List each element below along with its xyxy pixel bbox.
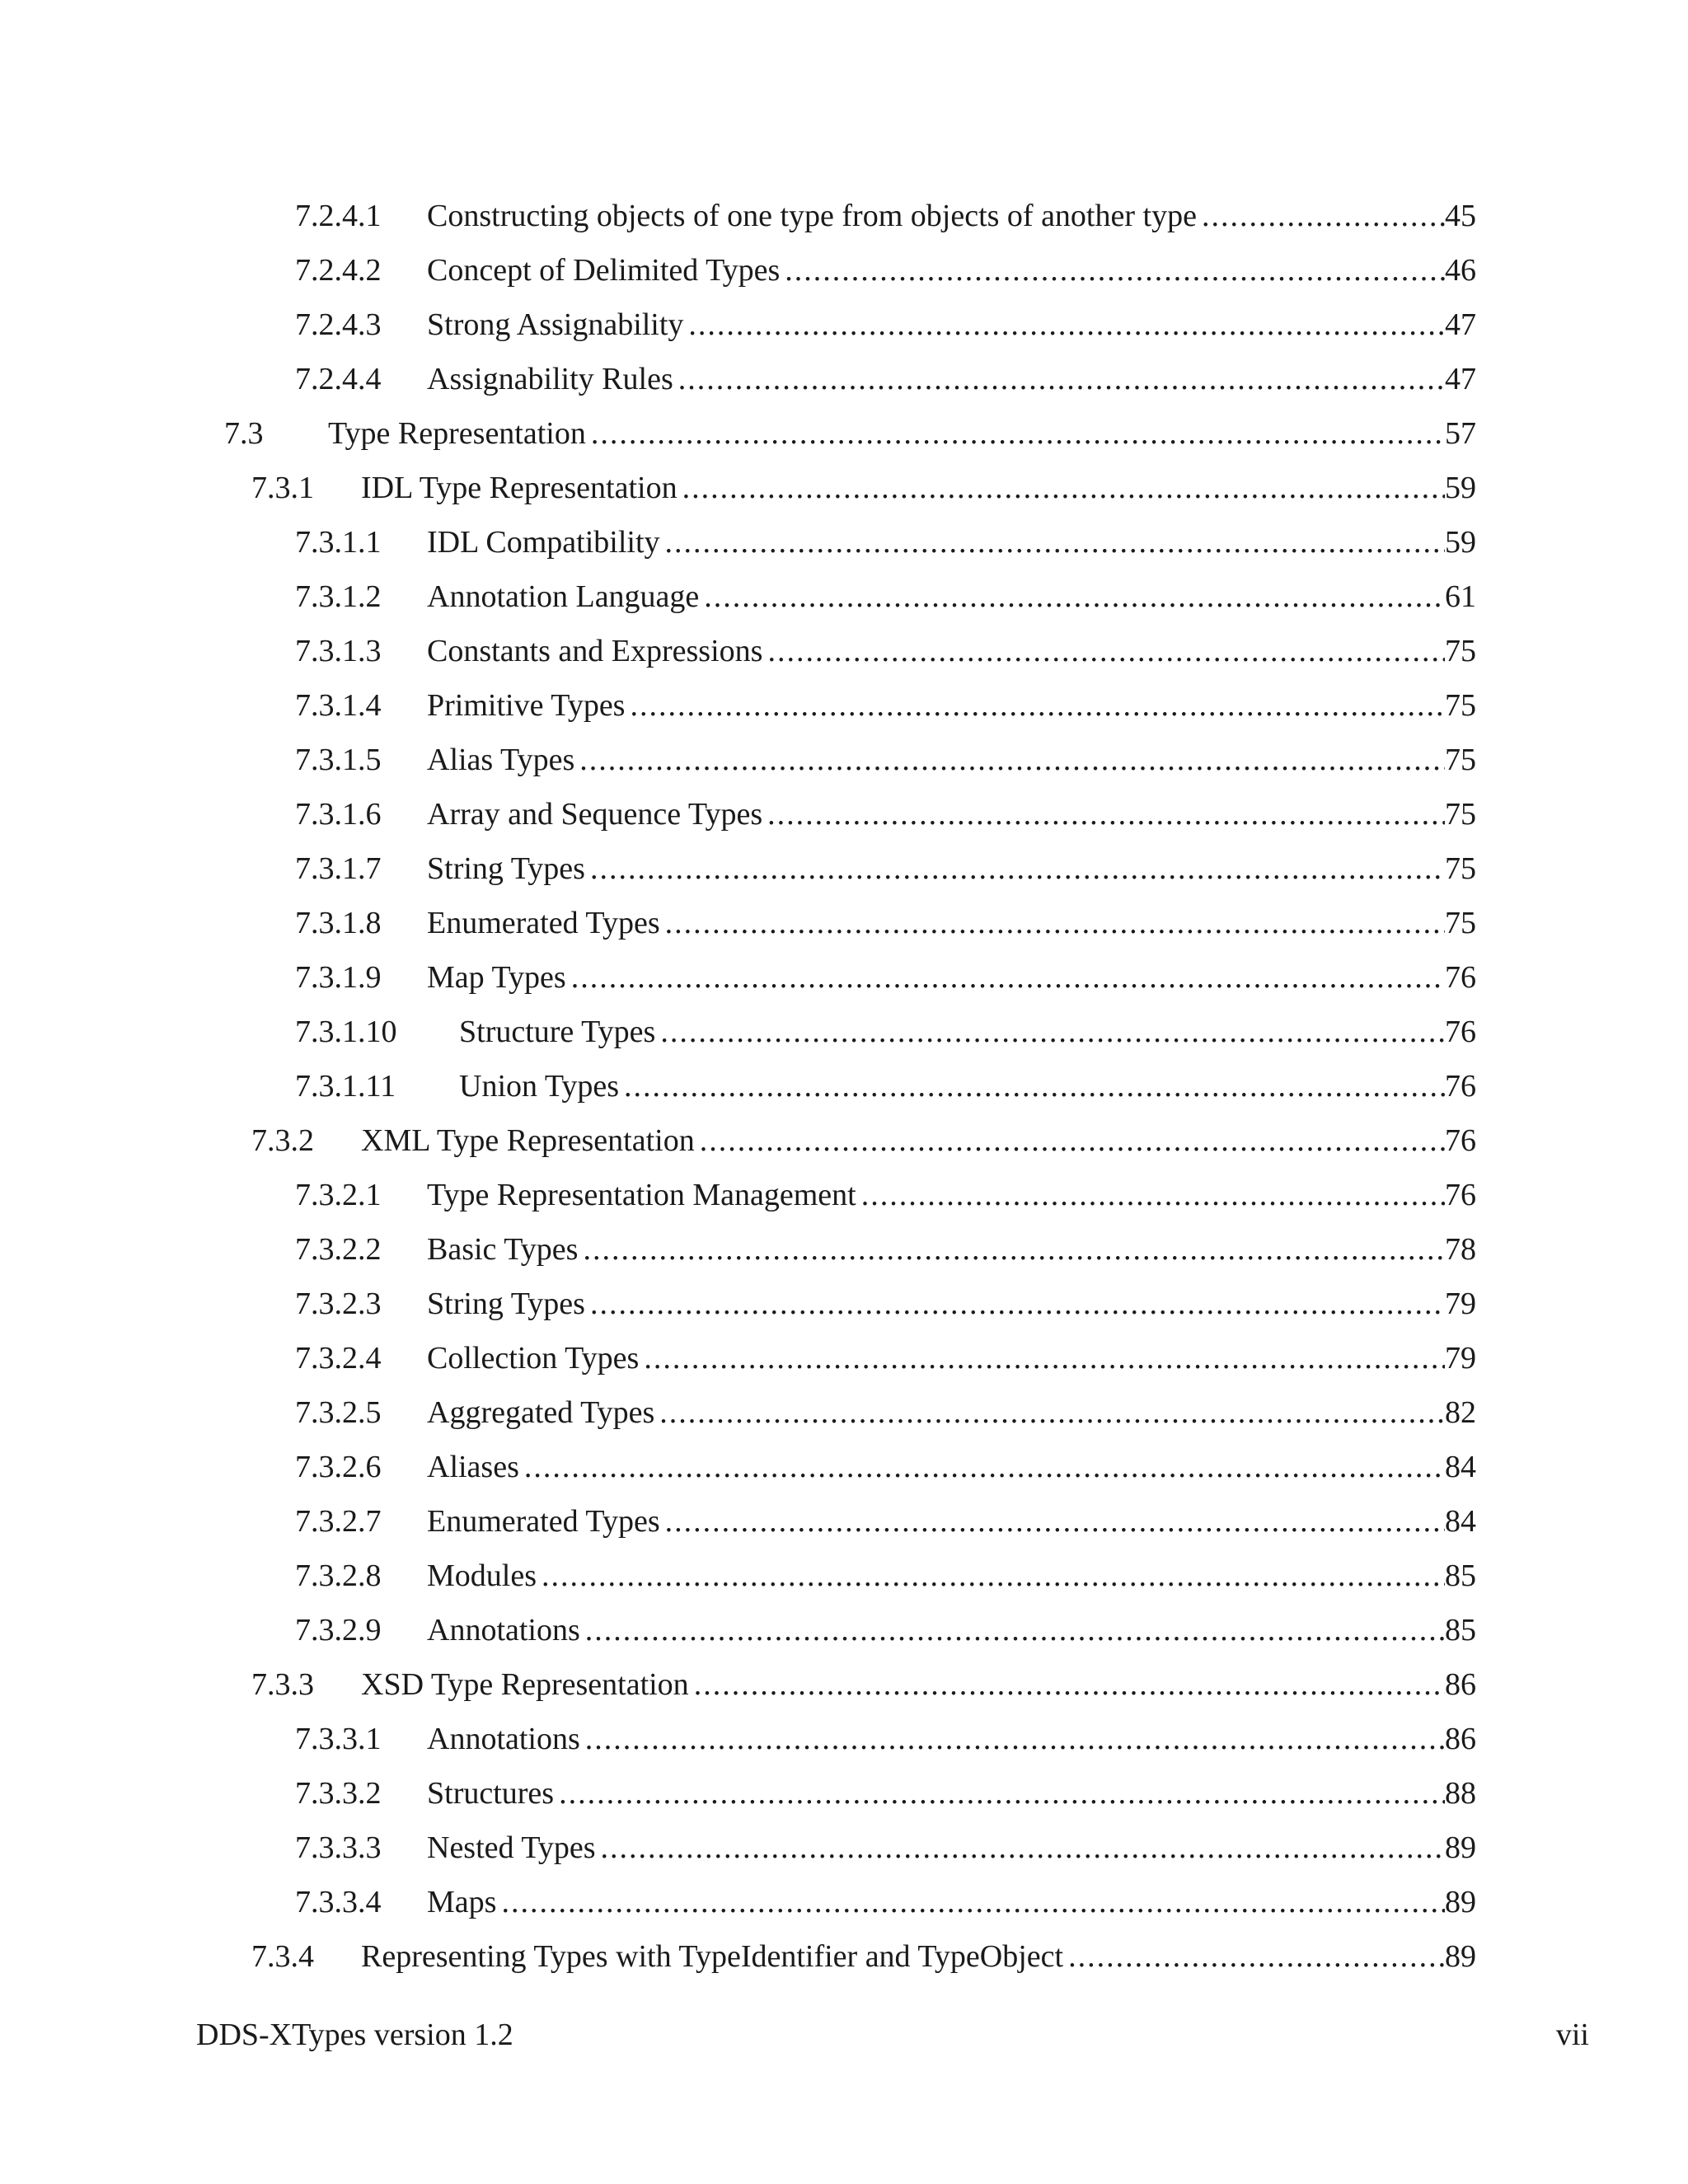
- page-number-label: vii: [1555, 2018, 1589, 2052]
- toc-section-title[interactable]: Concept of Delimited Types: [427, 253, 781, 288]
- dot-leader: [619, 1066, 1445, 1107]
- toc-section-title[interactable]: Primitive Types: [427, 688, 626, 723]
- toc-entry[interactable]: [0, 1011, 1688, 1066]
- toc-entry[interactable]: [0, 1283, 1688, 1338]
- toc-section-title[interactable]: Structure Types: [459, 1015, 656, 1049]
- toc-entry[interactable]: [0, 467, 1688, 522]
- toc-title-line: [427, 794, 1476, 835]
- toc-title-line: [427, 739, 1476, 780]
- toc-section-number: 7.3.1.10: [295, 1015, 397, 1049]
- toc-title-line: [427, 1882, 1476, 1923]
- toc-entry[interactable]: [0, 1446, 1688, 1501]
- toc-title-line: [427, 195, 1476, 237]
- toc-page-number: 75: [1445, 688, 1476, 723]
- toc-title-line: [427, 1338, 1476, 1379]
- toc-section-number: 7.3.2.6: [295, 1450, 382, 1484]
- dot-leader: [699, 576, 1445, 617]
- toc-page-number: 84: [1445, 1450, 1476, 1484]
- toc-section-number: 7.3.2.3: [295, 1286, 382, 1321]
- table-of-contents: [0, 195, 1688, 1990]
- toc-page-number: 59: [1445, 471, 1476, 505]
- toc-section-title[interactable]: Enumerated Types: [427, 906, 660, 940]
- toc-page-number: 61: [1445, 579, 1476, 614]
- dot-leader: [654, 1392, 1445, 1433]
- toc-entry[interactable]: [0, 1338, 1688, 1392]
- toc-title-line: [361, 1936, 1476, 1977]
- toc-section-number: 7.3.1.3: [295, 634, 382, 668]
- toc-entry[interactable]: [0, 1936, 1688, 1990]
- toc-section-title[interactable]: Representing Types with TypeIdentifier and TypeObject: [361, 1939, 1064, 1974]
- toc-title-line: [427, 848, 1476, 889]
- toc-entry[interactable]: [0, 1501, 1688, 1555]
- toc-section-title[interactable]: Basic Types: [427, 1232, 579, 1267]
- toc-section-title[interactable]: XML Type Representation: [361, 1123, 695, 1158]
- toc-entry[interactable]: [0, 1610, 1688, 1664]
- toc-section-number: 7.3.3.1: [295, 1722, 382, 1756]
- toc-section-number: 7.3.1.4: [295, 688, 382, 723]
- toc-section-number: 7.3.2.9: [295, 1613, 382, 1647]
- toc-title-line: [427, 902, 1476, 944]
- dot-leader: [554, 1773, 1445, 1814]
- dot-leader: [655, 1011, 1445, 1052]
- toc-section-title[interactable]: Annotation Language: [427, 579, 700, 614]
- toc-title-line: [427, 1827, 1476, 1868]
- toc-title-line: [427, 1283, 1476, 1324]
- toc-title-line: [427, 630, 1476, 672]
- toc-section-number: 7.3.1.1: [295, 525, 382, 560]
- toc-entry[interactable]: [0, 413, 1688, 467]
- toc-page-number: 75: [1445, 743, 1476, 777]
- toc-section-title[interactable]: Structures: [427, 1776, 555, 1811]
- toc-section-number: 7.3.3.4: [295, 1885, 382, 1919]
- toc-section-number: 7.3: [224, 416, 264, 451]
- toc-section-title[interactable]: Collection Types: [427, 1341, 640, 1376]
- toc-section-title[interactable]: XSD Type Representation: [361, 1667, 689, 1702]
- toc-section-number: 7.3.1.5: [295, 743, 382, 777]
- dot-leader: [580, 1610, 1445, 1651]
- toc-section-number: 7.3.1.8: [295, 906, 382, 940]
- dot-leader: [566, 957, 1445, 998]
- toc-section-number: 7.3.1.9: [295, 960, 382, 995]
- dot-leader: [762, 630, 1445, 672]
- toc-section-number: 7.3.1: [251, 471, 314, 505]
- toc-title-line: [427, 1392, 1476, 1433]
- toc-section-number: 7.3.2.5: [295, 1395, 382, 1430]
- toc-title-line: [427, 1501, 1476, 1542]
- toc-section-title[interactable]: Constants and Expressions: [427, 634, 763, 668]
- toc-page-number: 85: [1445, 1558, 1476, 1593]
- dot-leader: [586, 413, 1445, 454]
- dot-leader: [689, 1664, 1445, 1705]
- toc-section-title[interactable]: Aliases: [427, 1450, 519, 1484]
- toc-title-line: [427, 1718, 1476, 1760]
- toc-page-number: 76: [1445, 1069, 1476, 1104]
- toc-page-number: 76: [1445, 1015, 1476, 1049]
- toc-page-number: 89: [1445, 1885, 1476, 1919]
- toc-title-line: [427, 304, 1476, 345]
- toc-entry[interactable]: [0, 902, 1688, 957]
- toc-section-number: 7.3.2.8: [295, 1558, 382, 1593]
- toc-section-title[interactable]: Map Types: [427, 960, 566, 995]
- toc-title-line: [427, 685, 1476, 726]
- dot-leader: [496, 1882, 1445, 1923]
- toc-entry[interactable]: [0, 848, 1688, 902]
- toc-section-number: 7.2.4.3: [295, 307, 382, 342]
- dot-leader: [574, 739, 1445, 780]
- toc-section-title[interactable]: Type Representation Management: [427, 1178, 856, 1212]
- toc-section-number: 7.3.2.7: [295, 1504, 382, 1539]
- dot-leader: [1197, 195, 1445, 237]
- toc-page-number: 57: [1445, 416, 1476, 451]
- toc-page-number: 45: [1445, 199, 1476, 233]
- dot-leader: [673, 359, 1445, 400]
- dot-leader: [695, 1120, 1445, 1161]
- document-version-label: DDS-XTypes version 1.2: [196, 2018, 513, 2052]
- toc-title-line: [459, 1066, 1476, 1107]
- toc-entry[interactable]: [0, 1392, 1688, 1446]
- toc-page-number: 86: [1445, 1722, 1476, 1756]
- toc-page-number: 79: [1445, 1341, 1476, 1376]
- toc-page-number: 82: [1445, 1395, 1476, 1430]
- toc-section-number: 7.3.2.4: [295, 1341, 382, 1376]
- page-footer: [196, 2014, 1589, 2055]
- dot-leader: [678, 467, 1445, 509]
- dot-leader: [660, 902, 1445, 944]
- toc-section-number: 7.3.1.7: [295, 851, 382, 886]
- toc-page-number: 86: [1445, 1667, 1476, 1702]
- toc-section-number: 7.3.1.2: [295, 579, 382, 614]
- toc-section-title[interactable]: Alias Types: [427, 743, 575, 777]
- toc-title-line: [427, 1229, 1476, 1270]
- toc-section-number: 7.3.2.2: [295, 1232, 382, 1267]
- dot-leader: [537, 1555, 1445, 1596]
- toc-section-title[interactable]: IDL Compatibility: [427, 525, 660, 560]
- toc-section-number: 7.3.3.3: [295, 1830, 382, 1865]
- toc-section-title[interactable]: Enumerated Types: [427, 1504, 660, 1539]
- toc-entry[interactable]: [0, 195, 1688, 250]
- toc-section-title[interactable]: Union Types: [459, 1069, 620, 1104]
- dot-leader: [1063, 1936, 1445, 1977]
- toc-entry[interactable]: [0, 630, 1688, 685]
- toc-section-number: 7.3.1.6: [295, 797, 382, 832]
- toc-page-number: 85: [1445, 1613, 1476, 1647]
- toc-entry[interactable]: [0, 739, 1688, 794]
- toc-section-title[interactable]: IDL Type Representation: [361, 471, 678, 505]
- toc-section-number: 7.3.3: [251, 1667, 314, 1702]
- toc-page-number: 84: [1445, 1504, 1476, 1539]
- toc-page-number: 76: [1445, 960, 1476, 995]
- toc-entry[interactable]: [0, 522, 1688, 576]
- dot-leader: [585, 848, 1445, 889]
- toc-page-number: 78: [1445, 1232, 1476, 1267]
- toc-entry[interactable]: [0, 1664, 1688, 1718]
- toc-entry[interactable]: [0, 1120, 1688, 1174]
- toc-entry[interactable]: [0, 304, 1688, 359]
- toc-section-number: 7.3.3.2: [295, 1776, 382, 1811]
- dot-leader: [660, 1501, 1445, 1542]
- toc-entry[interactable]: [0, 1882, 1688, 1936]
- toc-entry[interactable]: [0, 794, 1688, 848]
- toc-page-number: 47: [1445, 307, 1476, 342]
- toc-title-line: [427, 1610, 1476, 1651]
- toc-entry[interactable]: [0, 1773, 1688, 1827]
- toc-entry[interactable]: [0, 1066, 1688, 1120]
- toc-page-number: 47: [1445, 362, 1476, 396]
- toc-page-number: 76: [1445, 1178, 1476, 1212]
- toc-entry[interactable]: [0, 359, 1688, 413]
- dot-leader: [625, 685, 1445, 726]
- dot-leader: [780, 250, 1445, 291]
- dot-leader: [660, 522, 1445, 563]
- toc-section-title[interactable]: Array and Sequence Types: [427, 797, 763, 832]
- toc-section-number: 7.3.2.1: [295, 1178, 382, 1212]
- dot-leader: [639, 1338, 1445, 1379]
- toc-section-number: 7.3.1.11: [295, 1069, 396, 1104]
- toc-page-number: 88: [1445, 1776, 1476, 1811]
- toc-section-title[interactable]: Aggregated Types: [427, 1395, 655, 1430]
- dot-leader: [856, 1174, 1445, 1216]
- toc-section-title[interactable]: Strong Assignability: [427, 307, 684, 342]
- toc-title-line: [427, 522, 1476, 563]
- toc-title-line: [427, 1174, 1476, 1216]
- toc-section-title[interactable]: String Types: [427, 1286, 585, 1321]
- toc-page-number: 76: [1445, 1123, 1476, 1158]
- toc-entry[interactable]: [0, 685, 1688, 739]
- toc-section-title[interactable]: Modules: [427, 1558, 537, 1593]
- toc-page-number: 59: [1445, 525, 1476, 560]
- dot-leader: [596, 1827, 1445, 1868]
- toc-page-number: 75: [1445, 906, 1476, 940]
- dot-leader: [519, 1446, 1445, 1488]
- dot-leader: [585, 1283, 1445, 1324]
- toc-entry[interactable]: [0, 250, 1688, 304]
- toc-entry[interactable]: [0, 1229, 1688, 1283]
- toc-title-line: [427, 957, 1476, 998]
- toc-section-title[interactable]: Annotations: [427, 1613, 580, 1647]
- toc-title-line: [427, 1773, 1476, 1814]
- toc-section-number: 7.3.4: [251, 1939, 314, 1974]
- toc-page-number: 79: [1445, 1286, 1476, 1321]
- toc-section-title[interactable]: Nested Types: [427, 1830, 596, 1865]
- toc-title-line: [361, 467, 1476, 509]
- toc-section-title[interactable]: String Types: [427, 851, 585, 886]
- toc-section-number: 7.2.4.1: [295, 199, 382, 233]
- toc-entry[interactable]: [0, 576, 1688, 630]
- dot-leader: [578, 1229, 1445, 1270]
- toc-entry[interactable]: [0, 1174, 1688, 1229]
- toc-title-line: [427, 1555, 1476, 1596]
- toc-entry[interactable]: [0, 1827, 1688, 1882]
- toc-title-line: [427, 1446, 1476, 1488]
- toc-title-line: [427, 359, 1476, 400]
- toc-title-line: [459, 1011, 1476, 1052]
- toc-section-title[interactable]: Type Representation: [328, 416, 586, 451]
- toc-section-title[interactable]: Constructing objects of one type from objects of another type: [427, 199, 1197, 233]
- toc-title-line: [361, 1664, 1476, 1705]
- toc-title-line: [427, 250, 1476, 291]
- dot-leader: [762, 794, 1445, 835]
- toc-section-title[interactable]: Maps: [427, 1885, 497, 1919]
- toc-page-number: 46: [1445, 253, 1476, 288]
- toc-page-number: 75: [1445, 797, 1476, 832]
- toc-entry[interactable]: [0, 1555, 1688, 1610]
- toc-section-number: 7.2.4.4: [295, 362, 382, 396]
- toc-entry[interactable]: [0, 957, 1688, 1011]
- toc-page-number: 75: [1445, 851, 1476, 886]
- toc-section-title[interactable]: Annotations: [427, 1722, 580, 1756]
- toc-page-number: 75: [1445, 634, 1476, 668]
- toc-title-line: [427, 576, 1476, 617]
- toc-section-number: 7.3.2: [251, 1123, 314, 1158]
- toc-page-number: 89: [1445, 1830, 1476, 1865]
- toc-section-number: 7.2.4.2: [295, 253, 382, 288]
- toc-page-number: 89: [1445, 1939, 1476, 1974]
- toc-title-line: [328, 413, 1476, 454]
- dot-leader: [683, 304, 1445, 345]
- toc-title-line: [361, 1120, 1476, 1161]
- toc-entry[interactable]: [0, 1718, 1688, 1773]
- toc-section-title[interactable]: Assignability Rules: [427, 362, 673, 396]
- dot-leader: [580, 1718, 1445, 1760]
